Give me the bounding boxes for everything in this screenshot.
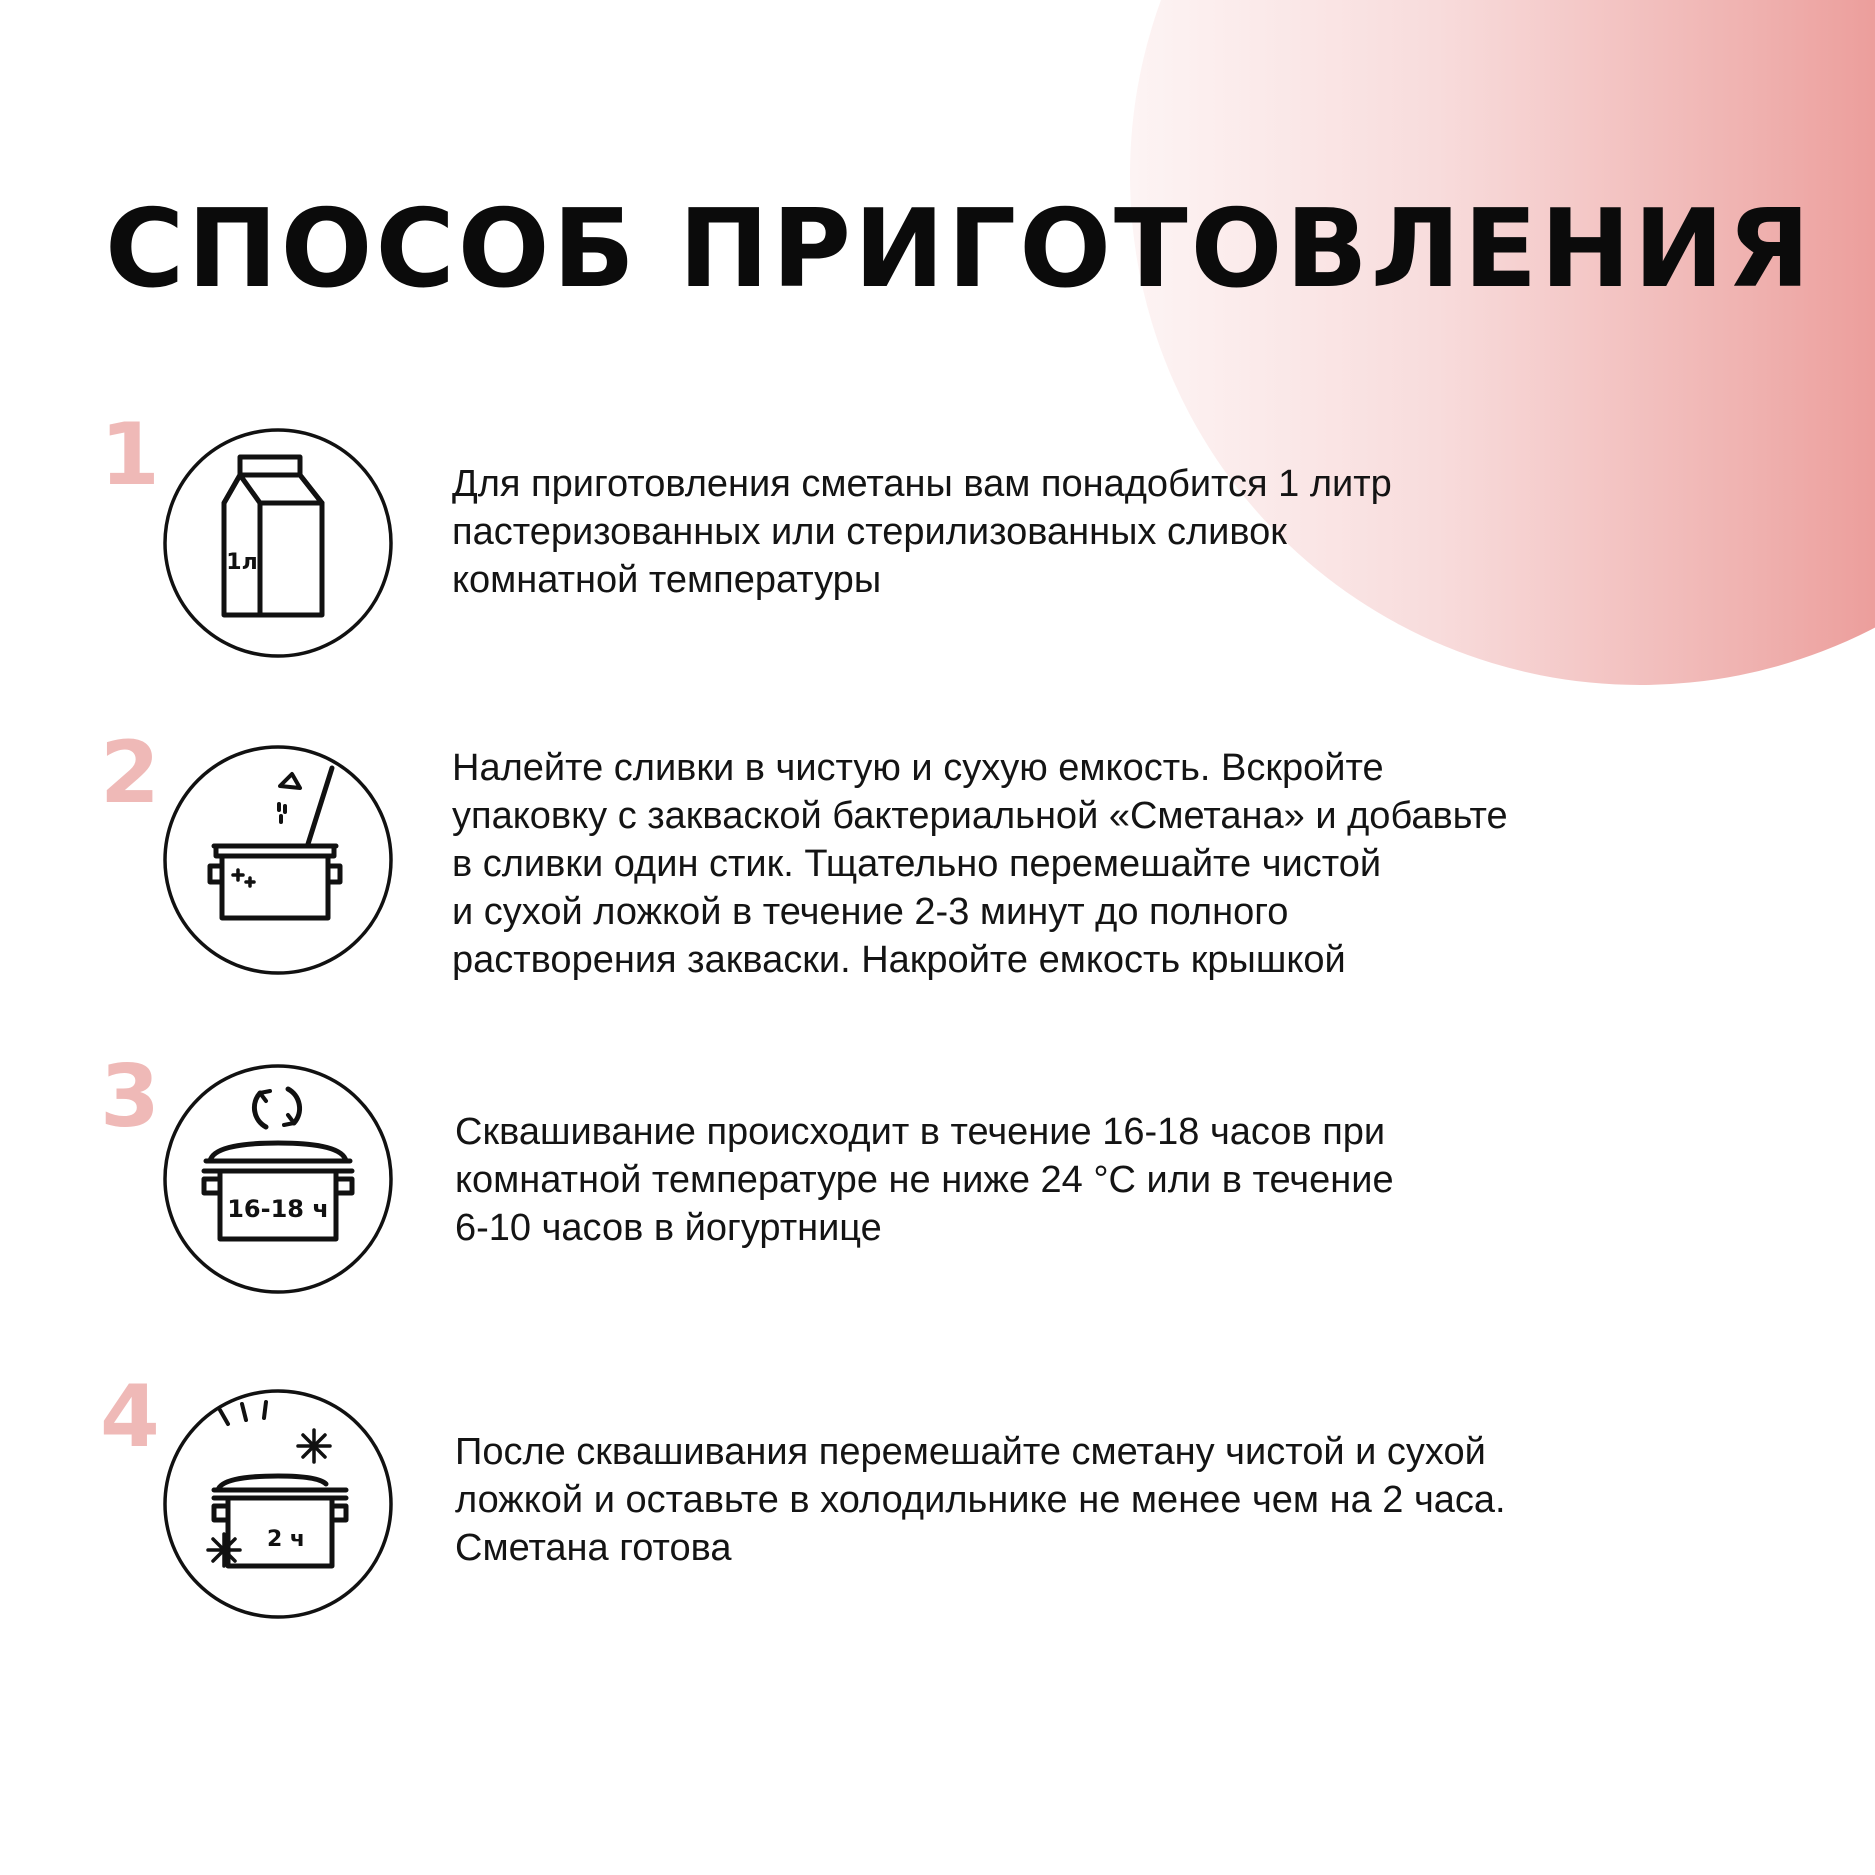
- step-text: После сквашивания перемешайте сметану чистой и сухой ложкой и оставьте в холодильнике не менее чем на 2 часа. Сметана готова: [455, 1431, 1506, 1569]
- milk-carton-icon: [162, 427, 394, 659]
- step-number: 1: [100, 405, 160, 505]
- step-number: 3: [100, 1047, 160, 1147]
- covered-pot-cycle-icon: [162, 1063, 394, 1295]
- icon-label: 2 ч: [266, 1527, 306, 1552]
- icon-label: 16-18 ч: [227, 1195, 329, 1223]
- step-text: Для приготовления сметаны вам понадобится 1 литр пастеризованных или стерилизованных сливок комнатной температуры: [452, 463, 1392, 601]
- step-text: Налейте сливки в чистую и сухую емкость. Вскройте упаковку с закваской бактериальной «Сметана» и добавьте в сливки один стик. Тщательно перемешайте чистой и сухой ложкой в течение 2-3 минут до полного растворения закваски. Накройте емкость крышкой: [452, 747, 1508, 981]
- step-text: Сквашивание происходит в течение 16-18 часов при комнатной температуре не ниже 24 °С или в течение 6-10 часов в йогуртнице: [455, 1111, 1394, 1249]
- step-number: 2: [100, 723, 160, 823]
- icon-label: 1л: [226, 550, 258, 575]
- page-title: СПОСОБ ПРИГОТОВЛЕНИЯ: [105, 187, 1814, 312]
- step-number: 4: [100, 1367, 160, 1467]
- cold-pot-icon: [162, 1388, 394, 1620]
- pot-with-spoon-icon: [162, 744, 394, 976]
